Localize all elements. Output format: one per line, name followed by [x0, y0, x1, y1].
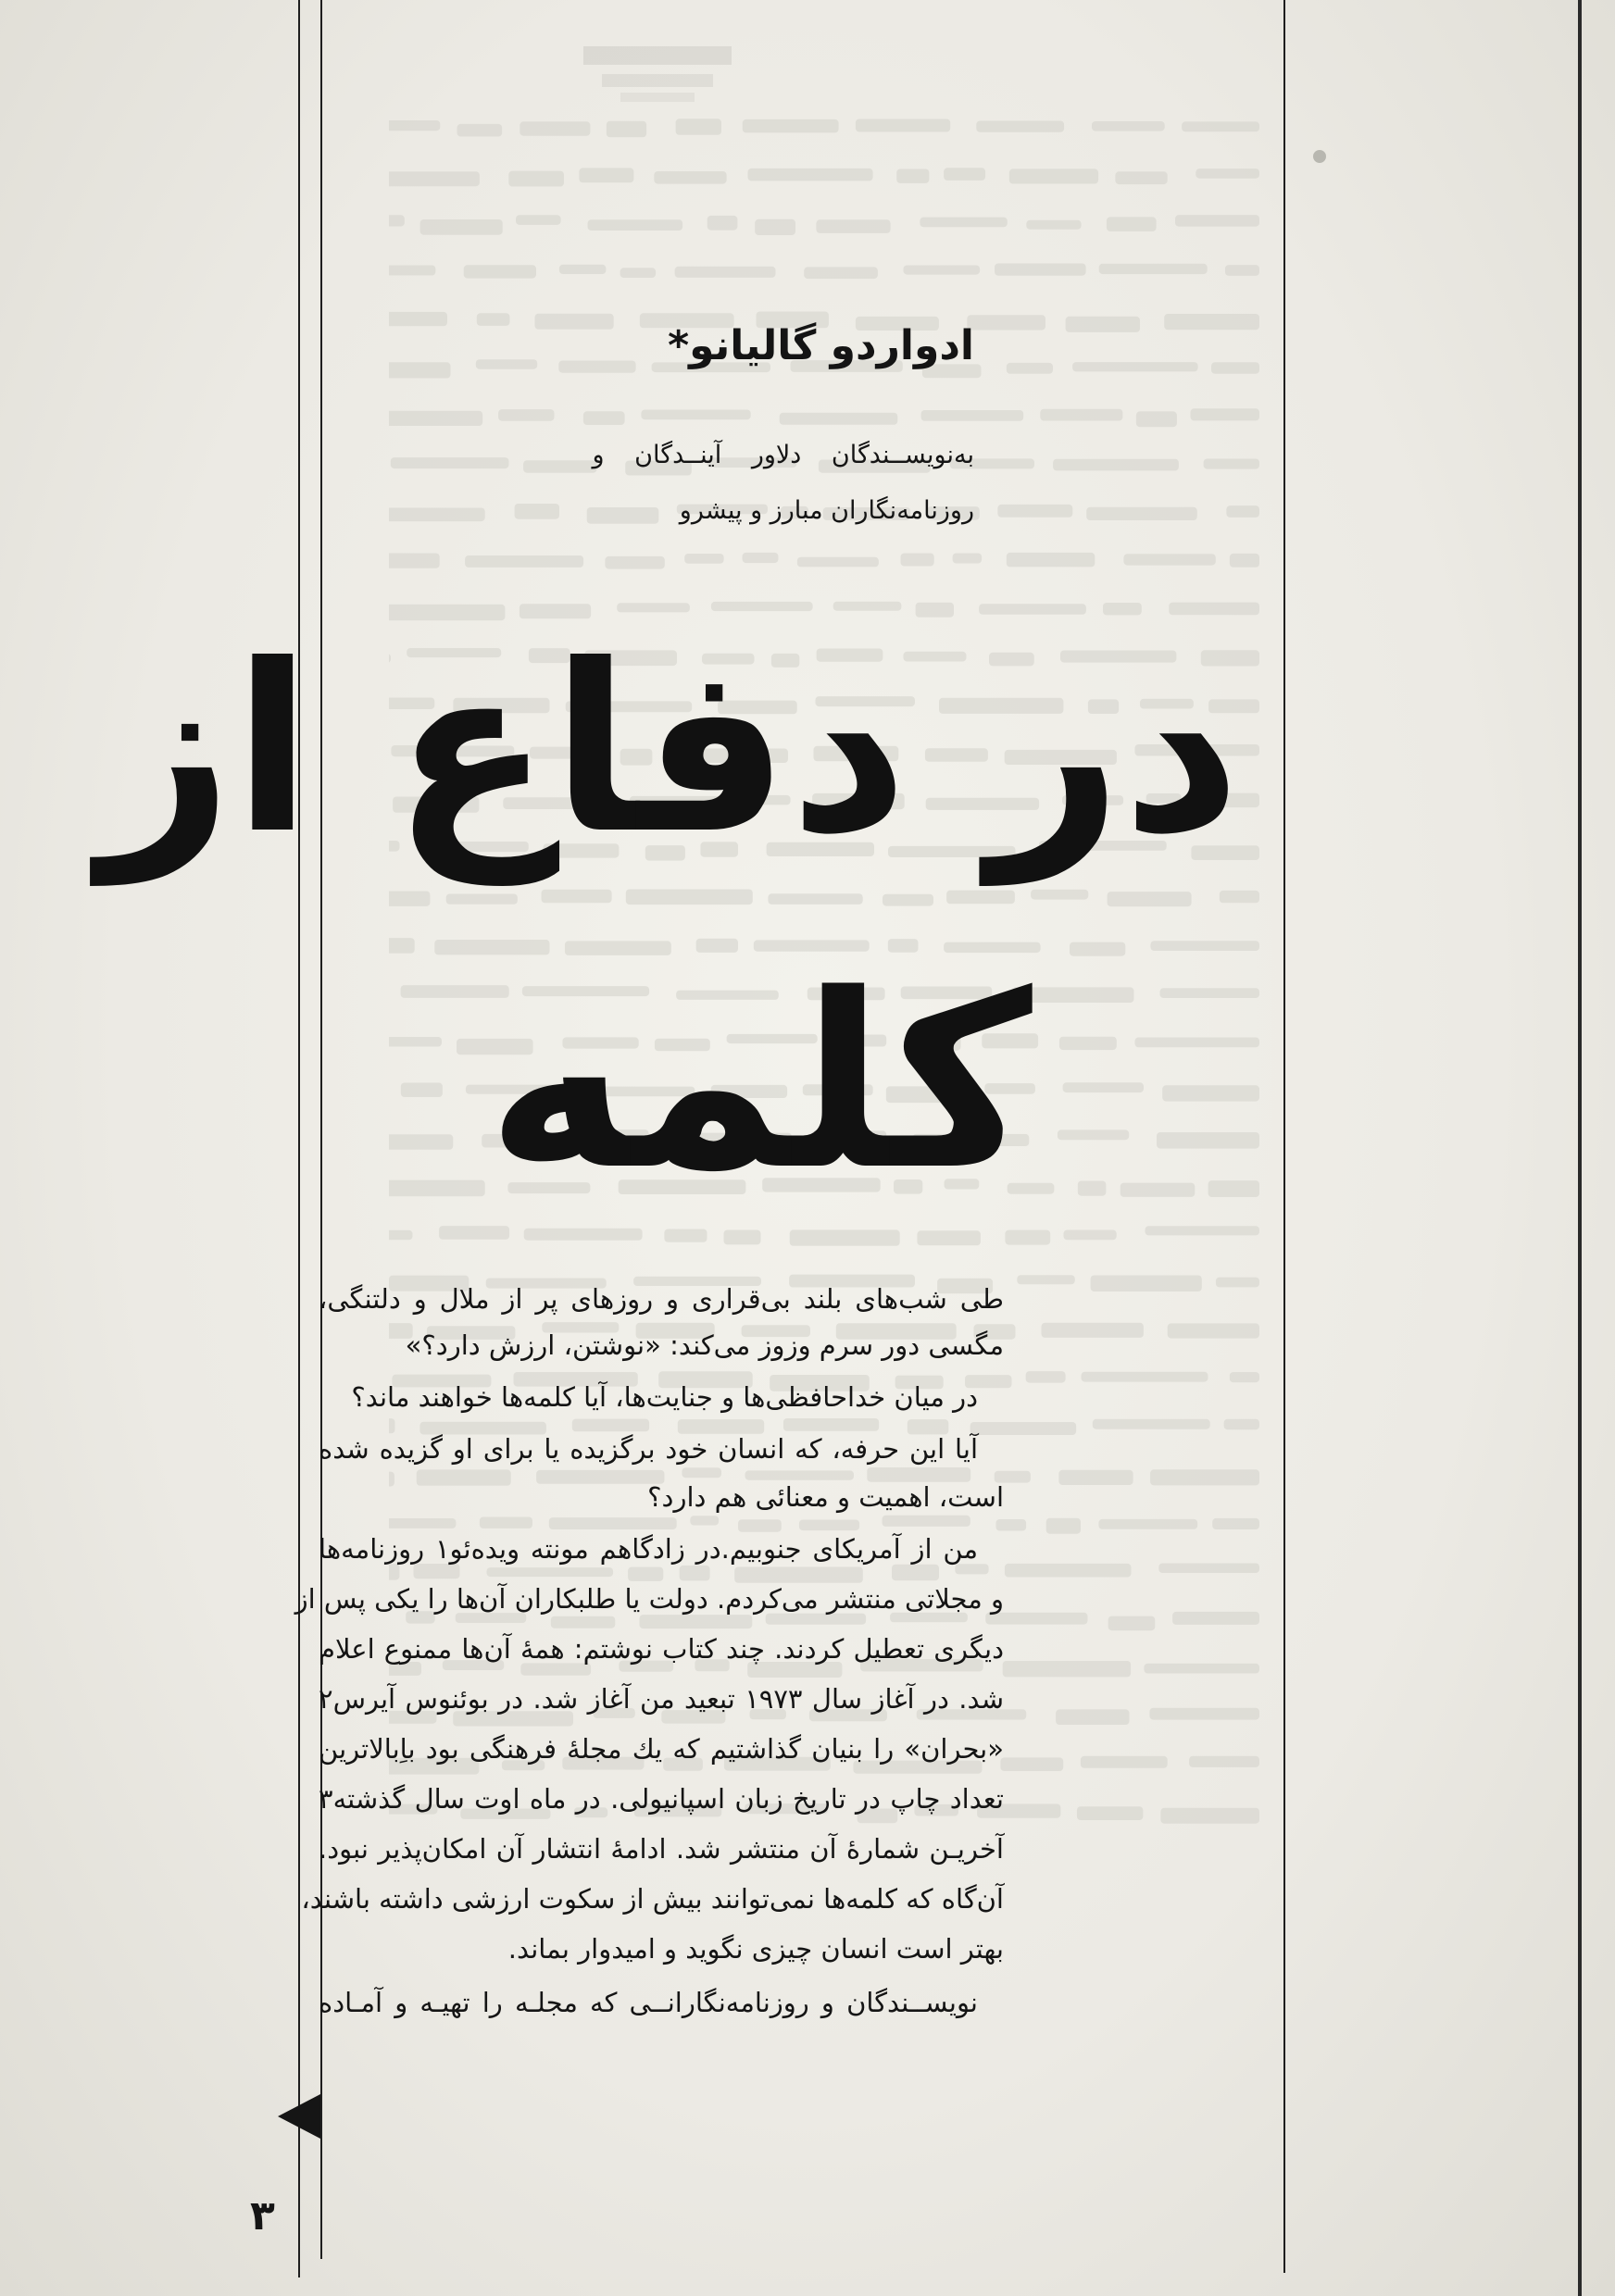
- bleed-word-mark: [1211, 362, 1259, 374]
- bleed-word-mark: [1005, 1564, 1132, 1578]
- bleed-word-mark: [389, 508, 485, 522]
- bleed-word-mark: [976, 121, 1064, 132]
- body-line: طی شب‌های بلند بی‌قراری و روزهای پر از ملال و دلتنگی،: [319, 1283, 1004, 1315]
- bleed-word-mark: [654, 171, 726, 184]
- bleed-word-mark: [1191, 408, 1260, 420]
- bleed-word-mark: [1160, 988, 1260, 998]
- bleed-word-mark: [464, 265, 536, 278]
- bleed-word-mark: [743, 553, 779, 563]
- bleed-word-mark: [856, 119, 950, 132]
- bleed-word-mark: [1115, 171, 1167, 184]
- bleed-word-mark: [476, 359, 537, 369]
- bleed-word-mark: [1230, 1372, 1259, 1382]
- bleed-word-mark: [1098, 1519, 1197, 1529]
- bleed-word-mark: [1149, 1708, 1259, 1720]
- bleed-word-mark: [1175, 215, 1259, 227]
- bleed-word-mark: [420, 219, 503, 235]
- bleed-word-mark: [389, 120, 440, 131]
- bleed-word-mark: [389, 266, 435, 276]
- author-name: ادواردو گالیانو*: [668, 322, 974, 369]
- bleed-word-mark: [1168, 1323, 1259, 1338]
- bleed-word-mark: [1056, 1709, 1129, 1725]
- body-line: «بحران» را بنیان گذاشتیم که یك مجلهٔ فرهنگی بود باِبالاترین: [319, 1733, 1004, 1765]
- bleed-word-mark: [1120, 1183, 1196, 1197]
- bleed-word-mark: [1086, 507, 1197, 520]
- bleed-word-mark: [1007, 553, 1095, 568]
- left-outer-rule: [298, 0, 300, 2277]
- bleed-word-mark: [1144, 1664, 1259, 1674]
- bleed-word-mark: [587, 507, 659, 524]
- bleed-word-mark: [1040, 409, 1122, 421]
- bleed-word-mark: [944, 168, 985, 181]
- bleed-word-mark: [920, 218, 1007, 228]
- bleed-word-mark: [1146, 1226, 1260, 1235]
- bleed-word-mark: [535, 314, 614, 330]
- bleed-word-mark: [748, 168, 873, 181]
- bleed-word-mark: [1072, 362, 1198, 371]
- bleed-word-mark: [1042, 1323, 1144, 1338]
- body-line: نویســندگان و روزنامه‌نگارانــی که مجلـه را تهیـه و آمـاده: [319, 1987, 978, 2018]
- bleed-word-mark: [921, 410, 1024, 421]
- bleed-word-mark: [780, 413, 898, 425]
- bleed-word-mark: [477, 313, 510, 326]
- bleed-word-mark: [520, 121, 590, 135]
- bleed-ornament-mark: [565, 37, 750, 111]
- bleed-word-mark: [1226, 505, 1259, 518]
- bleed-word-mark: [970, 1422, 1077, 1435]
- bleed-word-mark: [523, 460, 597, 473]
- bleed-word-mark: [1091, 1276, 1202, 1292]
- bleed-word-mark: [997, 505, 1072, 518]
- bleed-word-mark: [1136, 411, 1177, 427]
- bleed-word-mark: [1135, 1038, 1260, 1048]
- bleed-word-mark: [1123, 554, 1215, 565]
- bleed-word-mark: [498, 409, 554, 421]
- bleed-word-mark: [1158, 1564, 1259, 1574]
- bleed-word-mark: [1026, 1371, 1066, 1383]
- bleed-word-mark: [1196, 168, 1259, 179]
- bleed-word-mark: [675, 267, 776, 278]
- bleed-word-mark: [1077, 1806, 1144, 1820]
- body-line: مگسی دور سرم وزوز می‌کند: «نوشتن، ارزش دارد؟»: [405, 1329, 1004, 1361]
- bleed-word-mark: [1053, 459, 1179, 471]
- bleed-word-mark: [1216, 1278, 1259, 1288]
- triangle-left-icon: [278, 2094, 320, 2139]
- bleed-word-mark: [559, 265, 607, 274]
- bleed-word-mark: [1189, 1756, 1259, 1767]
- title-line-1: در دفاع از: [99, 615, 1241, 884]
- body-line: بهتر است انسان چیزی نگوید و امیدوار بماند.: [507, 1933, 1004, 1965]
- bleed-word-mark: [579, 168, 633, 182]
- bleed-word-mark: [1157, 1132, 1259, 1149]
- body-line: تعداد چاپ در تاریخ زبان اسپانیولی. در ماه اوت سال گذشته۳: [319, 1783, 1004, 1815]
- bleed-word-mark: [1230, 554, 1259, 568]
- bleed-word-mark: [1107, 217, 1157, 231]
- bleed-word-mark: [996, 1519, 1027, 1531]
- bleed-word-mark: [516, 215, 561, 225]
- bleed-word-mark: [1000, 1757, 1063, 1771]
- bleed-word-mark: [1082, 1372, 1208, 1382]
- bleed-word-mark: [676, 119, 721, 135]
- bleed-word-mark: [465, 555, 583, 568]
- bleed-word-mark: [1093, 1419, 1210, 1429]
- bleed-word-mark: [389, 171, 480, 186]
- bleed-word-mark: [707, 216, 738, 231]
- bleed-word-mark: [515, 504, 559, 519]
- bleed-word-mark: [896, 169, 929, 183]
- bleed-word-mark: [1066, 317, 1140, 332]
- bleed-word-mark: [1164, 314, 1259, 330]
- bleed-word-mark: [391, 457, 509, 468]
- bleed-word-mark: [641, 410, 750, 420]
- body-line: آیا این حرفه، که انسان خود برگزیده یا برای او گزیده شده: [319, 1433, 978, 1465]
- bleed-word-mark: [1224, 1419, 1259, 1430]
- dedication-line-1: به‌نویســندگان دلاور آینــدگان و: [592, 441, 974, 469]
- bleed-word-mark: [1208, 1180, 1259, 1197]
- body-line: آن‌گاه که کلمه‌ها نمی‌توانند بیش از سکوت ارزشی داشته باشند،: [301, 1883, 1004, 1915]
- bleed-word-mark: [1160, 1808, 1259, 1824]
- bleed-word-mark: [1225, 265, 1259, 276]
- bleed-word-mark: [1058, 1470, 1133, 1485]
- bleed-word-mark: [588, 219, 683, 231]
- bleed-word-mark: [1009, 168, 1098, 183]
- bleed-word-mark: [1046, 1518, 1081, 1534]
- bleed-word-mark: [389, 411, 482, 426]
- bleed-word-mark: [804, 267, 878, 279]
- bleed-word-mark: [953, 554, 983, 564]
- bleed-word-mark: [743, 119, 839, 133]
- body-line: است، اهمیت و معنائی هم دارد؟: [647, 1481, 1004, 1513]
- bleed-word-mark: [1150, 1469, 1259, 1485]
- bleed-word-mark: [1081, 1756, 1168, 1768]
- body-line: و مجلاتی منتشر می‌کردم. دولت یا طلبکاران آن‌ها را یکی پس از: [294, 1583, 1004, 1615]
- bleed-word-mark: [389, 554, 440, 568]
- bleed-word-mark: [1150, 941, 1259, 951]
- bleed-word-mark: [1162, 1085, 1259, 1101]
- bleed-word-mark: [797, 557, 879, 568]
- bleed-word-mark: [389, 362, 451, 378]
- bleed-word-mark: [1108, 1616, 1156, 1631]
- title-line-2: کلمه: [486, 943, 1033, 1223]
- bleed-dot-mark: [1313, 150, 1326, 163]
- bleed-word-mark: [583, 411, 625, 425]
- bleed-word-mark: [1007, 363, 1053, 374]
- page-number: ۳: [250, 2192, 275, 2240]
- bleed-word-mark: [1212, 1518, 1259, 1529]
- bleed-word-mark: [389, 215, 405, 226]
- body-line: شد. در آغاز سال ۱۹۷۳ تبعید من آغاز شد. در بوئنوس آیرس۲: [319, 1683, 1004, 1715]
- bleed-word-mark: [755, 219, 795, 235]
- body-line: من از آمریکای جنوبیم.در زادگاهم مونته ویده‌ئو۱ روزنامه‌ها: [319, 1533, 978, 1565]
- bleed-word-mark: [816, 219, 890, 233]
- bleed-word-mark: [1099, 264, 1208, 274]
- bleed-word-mark: [684, 554, 723, 564]
- bleed-word-mark: [904, 266, 981, 275]
- bleed-word-mark: [605, 556, 664, 569]
- bleed-word-mark: [508, 171, 564, 187]
- bleed-word-mark: [995, 264, 1086, 276]
- dedication-line-2: روزنامه‌نگاران مبارز و پیشرو: [679, 496, 974, 525]
- bleed-word-mark: [1204, 459, 1259, 469]
- body-line: دیگری تعطیل کردند. چند کتاب نوشتم: همهٔ آن‌ها ممنوع اعلام: [319, 1633, 1004, 1665]
- bleed-word-mark: [457, 124, 503, 137]
- bleed-word-mark: [1017, 1275, 1075, 1284]
- bleed-word-mark: [901, 554, 934, 567]
- body-line: در میان خداحافظی‌ها و جنایت‌ها، آیا کلمه‌ها خواهند ماند؟: [351, 1381, 978, 1413]
- bleed-word-mark: [967, 315, 1045, 330]
- page-edge-rule: [1578, 0, 1582, 2296]
- right-rule: [1283, 0, 1285, 2273]
- bleed-word-mark: [1172, 1612, 1259, 1625]
- bleed-word-mark: [558, 361, 635, 373]
- bleed-word-mark: [1003, 1661, 1131, 1677]
- bleed-word-mark: [1092, 121, 1165, 131]
- body-line: آخریـن شمارهٔ آن منتشر شد. ادامهٔ انتشار آن امکان‌پذیر نبود.: [319, 1833, 1004, 1865]
- bleed-word-mark: [389, 312, 447, 326]
- bleed-word-mark: [1182, 121, 1259, 131]
- bleed-word-mark: [607, 121, 646, 138]
- bleed-word-mark: [1026, 220, 1081, 230]
- bleed-word-mark: [620, 268, 657, 278]
